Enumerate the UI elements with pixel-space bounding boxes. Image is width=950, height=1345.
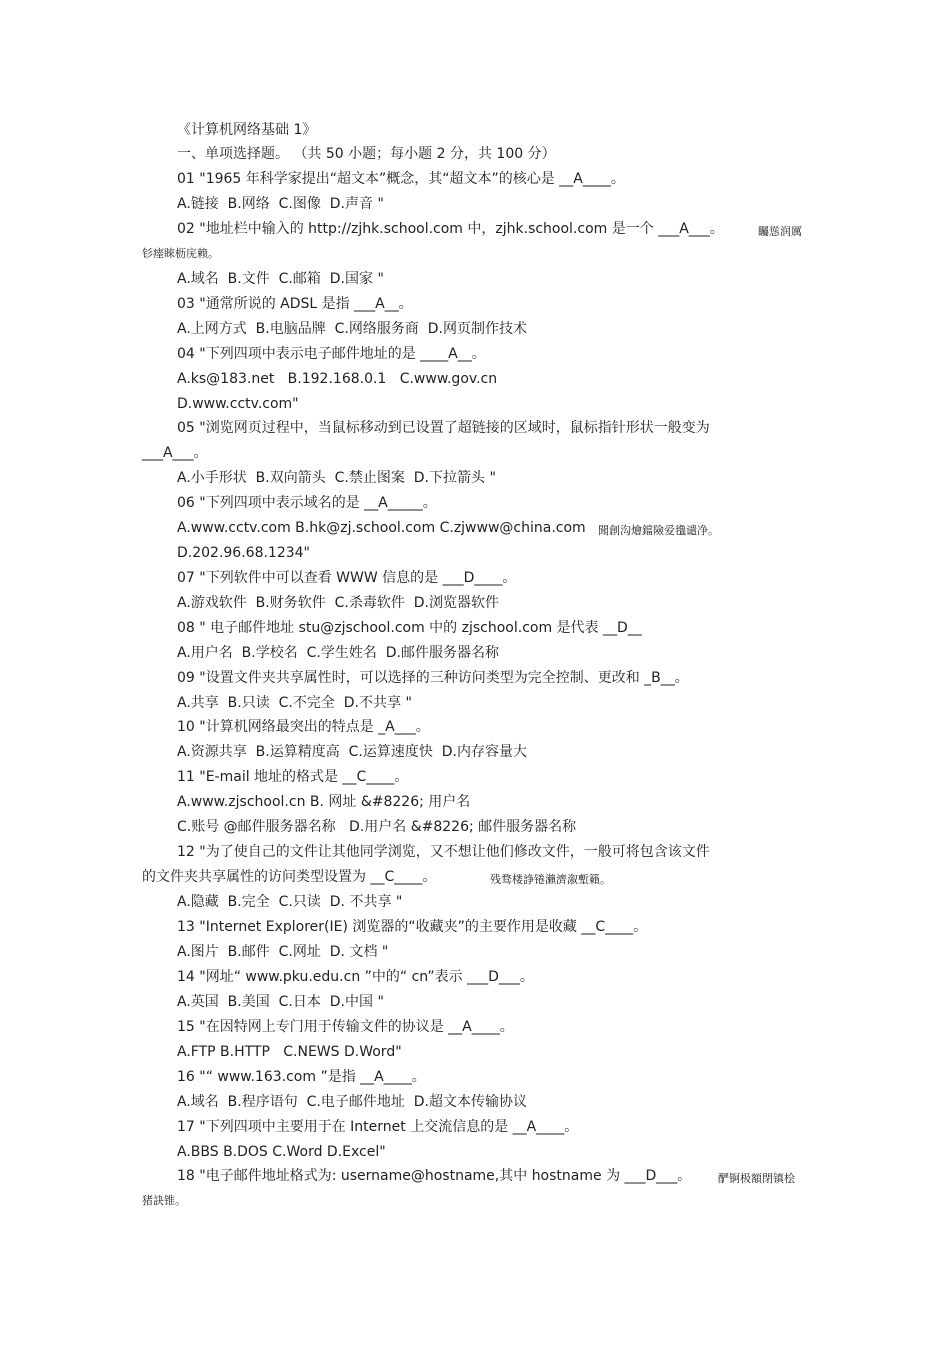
- options-05: A.小手形状 B.双向箭头 C.禁止图案 D.下拉箭头 ": [177, 470, 496, 486]
- options-02: A.域名 B.文件 C.邮箱 D.国家 ": [177, 271, 384, 287]
- noise-text: 聞創沟燴鐺險爱氇谴净。: [598, 524, 719, 537]
- question-04: 04 "下列四项中表示电子邮件地址的是 ____A__。: [177, 346, 486, 362]
- noise-text: 钐瘗睞枥庑赖。: [142, 247, 219, 260]
- options-03: A.上网方式 B.电脑品牌 C.网络服务商 D.网页制作技术: [177, 321, 527, 337]
- options-10: A.资源共享 B.运算精度高 C.运算速度快 D.内存容量大: [177, 744, 527, 760]
- noise-text: 残骛楼諍锩瀨濟溆塹籟。: [490, 873, 611, 886]
- question-14: 14 "网址“ www.pku.edu.cn ”中的“ cn”表示 ___D___。: [177, 969, 534, 985]
- options-04-cont: D.www.cctv.com": [177, 396, 299, 412]
- question-05-cont: ___A___。: [142, 445, 208, 461]
- question-02: 02 "地址栏中输入的 http://zjhk.school.com 中，zjhk.school.com 是一个 ___A___。: [177, 221, 724, 237]
- question-01: 01 "1965 年科学家提出“超文本”概念，其“超文本”的核心是 __A____。: [177, 171, 625, 187]
- question-15: 15 "在因特网上专门用于传输文件的协议是 __A____。: [177, 1019, 514, 1035]
- options-06-cont: D.202.96.68.1234": [177, 545, 310, 561]
- document-title: 《计算机网络基础 1》: [177, 122, 317, 138]
- options-01: A.链接 B.网络 C.图像 D.声音 ": [177, 196, 384, 212]
- noise-text: 猪訣锥。: [142, 1194, 186, 1207]
- options-06: A.www.cctv.com B.hk@zj.school.com C.zjwww@china.com: [177, 520, 586, 536]
- question-12-cont: 的文件夹共享属性的访问类型设置为 __C____。: [142, 869, 437, 885]
- question-06: 06 "下列四项中表示域名的是 __A_____。: [177, 495, 437, 511]
- options-07: A.游戏软件 B.财务软件 C.杀毒软件 D.浏览器软件: [177, 595, 499, 611]
- options-15: A.FTP B.HTTP C.NEWS D.Word": [177, 1044, 402, 1060]
- question-16: 16 "“ www.163.com ”是指 __A____。: [177, 1069, 426, 1085]
- question-12: 12 "为了使自己的文件让其他同学浏览，又不想让他们修改文件，一般可将包含该文件: [177, 844, 710, 860]
- options-04: A.ks@183.net B.192.168.0.1 C.www.gov.cn: [177, 371, 498, 387]
- noise-text: 矚慫润厲: [758, 225, 802, 238]
- question-08: 08 " 电子邮件地址 stu@zjschool.com 中的 zjschool.com 是代表 __D__: [177, 620, 642, 636]
- options-11-cont: C.账号 @邮件服务器名称 D.用户名 &#8226; 邮件服务器名称: [177, 819, 577, 835]
- question-10: 10 "计算机网络最突出的特点是 _A___。: [177, 719, 430, 735]
- question-17: 17 "下列四项中主要用于在 Internet 上交流信息的是 __A____。: [177, 1119, 579, 1135]
- options-08: A.用户名 B.学校名 C.学生姓名 D.邮件服务器名称: [177, 645, 499, 661]
- question-18: 18 "电子邮件地址格式为: username@hostname,其中 hostname 为 ___D___。: [177, 1168, 692, 1184]
- question-11: 11 "E-mail 地址的格式是 __C____。: [177, 769, 409, 785]
- question-13: 13 "Internet Explorer(IE) 浏览器的“收藏夹”的主要作用是收藏 __C____。: [177, 919, 648, 935]
- options-14: A.英国 B.美国 C.日本 D.中国 ": [177, 994, 384, 1010]
- question-05: 05 "浏览网页过程中，当鼠标移动到已设置了超链接的区域时，鼠标指针形状一般变为: [177, 420, 710, 436]
- section-heading: 一、单项选择题。 （共 50 小题；每小题 2 分，共 100 分）: [177, 146, 556, 162]
- options-17: A.BBS B.DOS C.Word D.Excel": [177, 1144, 386, 1160]
- options-13: A.图片 B.邮件 C.网址 D. 文档 ": [177, 944, 389, 960]
- options-12: A.隐藏 B.完全 C.只读 D. 不共享 ": [177, 894, 403, 910]
- options-16: A.域名 B.程序语句 C.电子邮件地址 D.超文本传输协议: [177, 1094, 527, 1110]
- options-09: A.共享 B.只读 C.不完全 D.不共享 ": [177, 695, 412, 711]
- question-07: 07 "下列软件中可以查看 WWW 信息的是 ___D____。: [177, 570, 517, 586]
- question-09: 09 "设置文件夹共享属性时，可以选择的三种访问类型为完全控制、更改和 _B__。: [177, 670, 689, 686]
- question-03: 03 "通常所说的 ADSL 是指 ___A__。: [177, 296, 413, 312]
- options-11: A.www.zjschool.cn B. 网址 &#8226; 用户名: [177, 794, 471, 810]
- noise-text: 酽锕极額閉镇桧: [718, 1172, 795, 1185]
